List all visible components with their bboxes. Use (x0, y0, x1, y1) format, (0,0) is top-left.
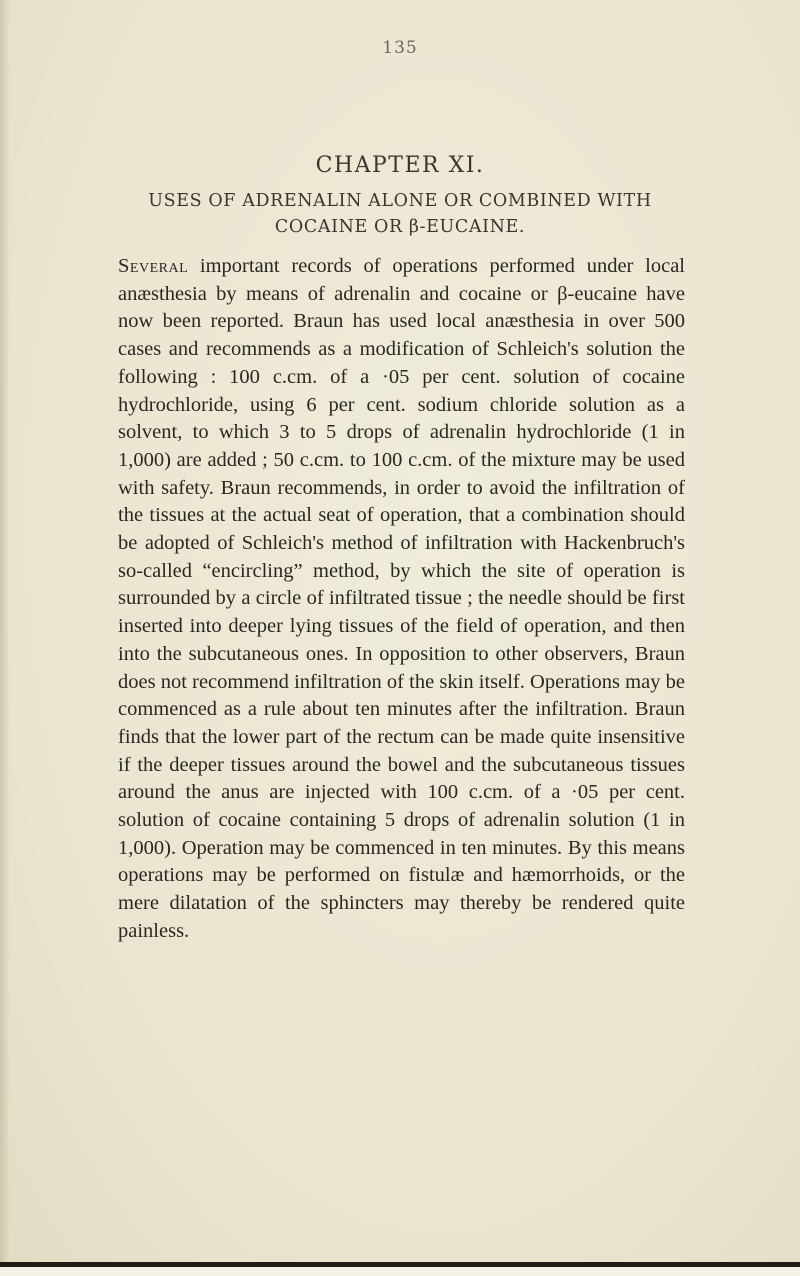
body-paragraph (118, 253, 685, 946)
chapter-title: CHAPTER XI. (315, 153, 485, 178)
paragraph-text: important records of operations performed under local anæsthesia by means of adrenalin and cocaine or β-eucaine have now been reported. Braun has used local anæsthesia in over 500 cases and recommends as a modification of Schleich's solution the following : 100 c.cm. of a ·05 per cent. solution of cocaine hydrochloride, using 6 per cent. sodium chloride solution as a solvent, to which 3 to 5 drops of adrenalin hydrochloride (1 in 1,000) are added ; 50 c.cm. to 100 c.cm. of the mixture may be used with safety. Braun recommends, in order to avoid the infiltration of the tissues at the actual seat of operation, that a combination should be adopted of Schleich's method of infiltration with Hackenbruch's so-called “encircling” method, by which the site of operation is surrounded by a circle of infiltrated tissue ; the needle should be first inserted into deeper lying tissues of the field of operation, and then into the subcutaneous ones. In opposition to other observers, Braun does not recommend infiltration of the skin itself. Operations may be commenced as a rule about ten minutes after the infiltration. Braun finds that the lower part of the rectum can be made quite insensitive if the deeper tissues around the bowel and the subcutaneous tissues around the anus are injected with 100 c.cm. of a ·05 per cent. solution of cocaine containing 5 drops of adrenalin solution (1 in 1,000). Operation may be commenced in ten minutes. By this means operations may be performed on fistulæ and hæmorrhoids, or the mere dilatation of the sphincters may thereby be rendered quite painless. (118, 255, 685, 942)
page-gutter-shadow (0, 0, 10, 1276)
lead-word: Several (118, 255, 189, 277)
page-bottom-edge (0, 1267, 800, 1276)
page-number: 135 (382, 38, 418, 58)
chapter-subtitle: USES OF ADRENALIN ALONE OR COMBINED WITH COCAINE OR β-EUCAINE. (148, 191, 652, 237)
